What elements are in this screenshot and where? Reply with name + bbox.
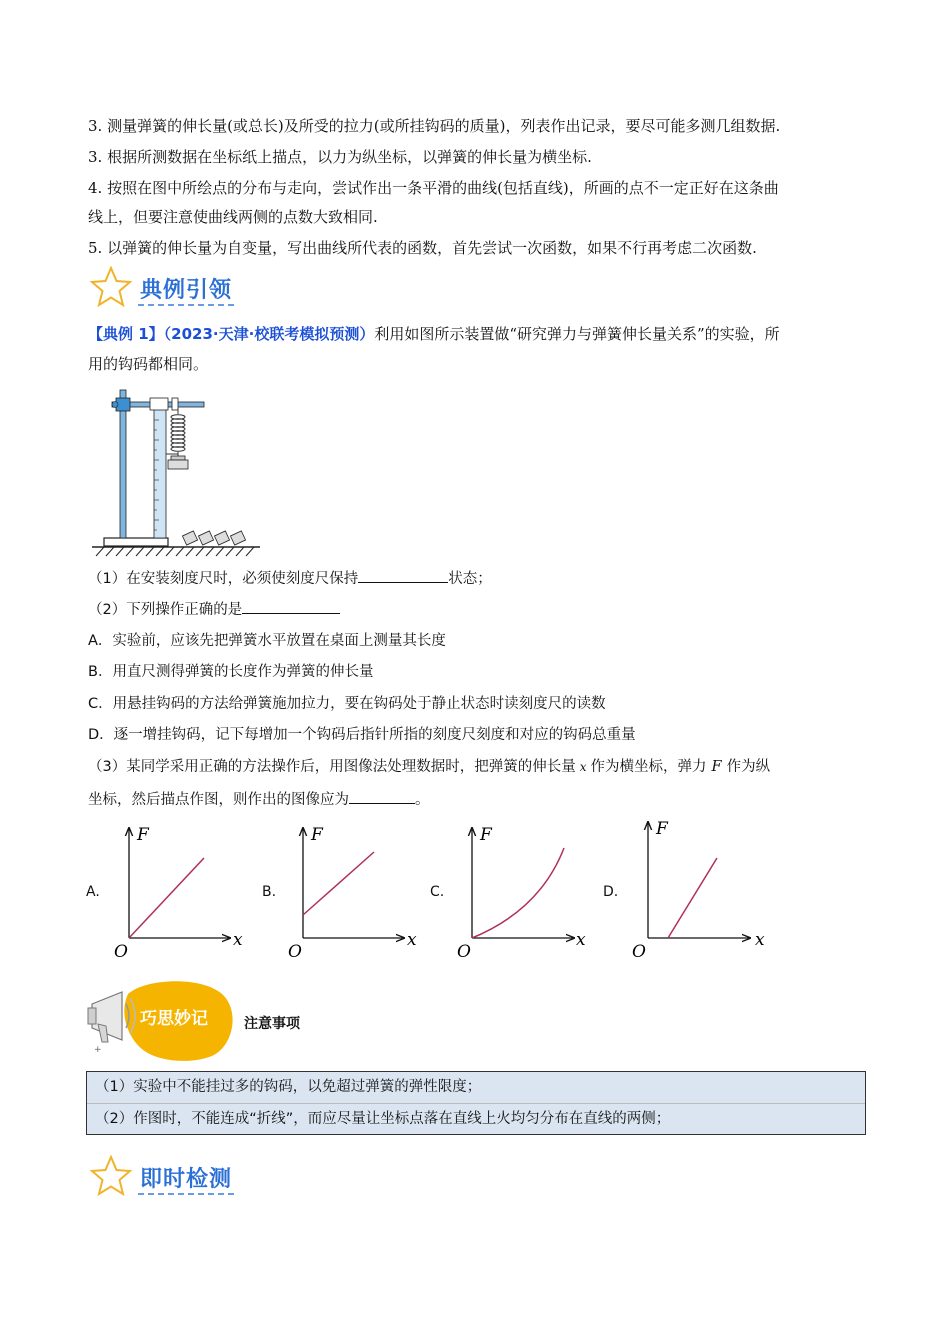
question-3-text-c: 作为纵	[726, 759, 771, 775]
graph-c-origin: O	[457, 942, 471, 962]
star-icon	[88, 266, 134, 308]
star-icon	[88, 1155, 134, 1197]
graph-b[interactable]	[288, 825, 417, 962]
note-item-2: （2）作图时，不能连成“折线”，而应尽量让坐标点落在直线上火均匀分布在直线的两侧；	[95, 1111, 671, 1127]
section-underline	[138, 1193, 234, 1195]
question-3-line-a	[88, 757, 770, 777]
example-intro-b: 用的钩码都相同。	[88, 355, 209, 373]
graph-d-origin: O	[632, 942, 646, 962]
graph-label-c[interactable]: C.	[430, 884, 445, 900]
step-3-measure: 3. 测量弹簧的伸长量(或总长)及所受的拉力(或所挂钩码的质量)，列表作出记录，要尽可能多测几组数据.	[88, 117, 781, 135]
example-intro-a	[88, 324, 780, 344]
question-2	[88, 599, 340, 620]
graph-options	[100, 820, 780, 970]
graph-a-line	[129, 858, 204, 938]
tips-heading: 注意事项	[244, 1016, 300, 1032]
step-4-line-b: 线上，但要注意使曲线两侧的点数大致相同.	[88, 208, 378, 226]
badge-text: 巧思妙记	[140, 1009, 208, 1029]
graph-d-line	[668, 858, 717, 938]
var-x: x	[579, 760, 587, 774]
spring-apparatus-figure	[92, 380, 262, 558]
question-1-suffix: 状态；	[448, 571, 492, 587]
graph-c-axis-x: x	[576, 930, 586, 950]
question-3-text-b: 作为横坐标，弹力	[590, 759, 707, 775]
graph-a-axis-y: F	[137, 825, 149, 845]
section-title-examples: 典例引领	[140, 278, 233, 303]
graph-d-axis-y: F	[656, 820, 668, 839]
graph-b-origin: O	[288, 942, 302, 962]
step-5-function: 5. 以弹簧的伸长量为自变量，写出曲线所代表的函数，首先尝试一次函数，如果不行再考虑二次函数.	[88, 239, 757, 257]
step-3-plot: 3. 根据所测数据在坐标纸上描点，以力为纵坐标，以弹簧的伸长量为横坐标.	[88, 148, 592, 166]
graph-d[interactable]	[632, 820, 765, 962]
graph-c[interactable]	[457, 825, 586, 962]
graph-c-curve	[472, 848, 564, 938]
svg-text:+: +	[94, 1045, 102, 1055]
answer-blank-3[interactable]	[349, 789, 415, 804]
question-3-text-d: 坐标，然后描点作图，则作出的图像应为	[88, 792, 349, 808]
question-2-text: （2）下列操作正确的是	[88, 602, 243, 618]
graph-c-axis-y: F	[480, 825, 492, 845]
answer-blank-1[interactable]	[358, 568, 448, 583]
graph-a-axis-x: x	[233, 930, 243, 950]
var-F: F	[711, 759, 722, 775]
option-c: C．用悬挂钩码的方法给弹簧施加拉力，要在钩码处于静止状态时读刻度尺的读数	[88, 696, 606, 712]
note-divider	[87, 1103, 865, 1104]
question-3-text-e: 。	[415, 792, 430, 808]
option-a: A．实验前，应该先把弹簧水平放置在桌面上测量其长度	[88, 633, 446, 649]
question-1-text: （1）在安装刻度尺时，必须使刻度尺保持	[88, 571, 359, 587]
graph-b-line	[303, 852, 374, 915]
option-d: D．逐一增挂钩码，记下每增加一个钩码后指针所指的刻度尺刻度和对应的钩码总重量	[88, 727, 636, 743]
graph-label-a[interactable]: A.	[86, 884, 100, 900]
answer-blank-2[interactable]	[242, 599, 340, 614]
section-title-check: 即时检测	[140, 1167, 233, 1192]
graph-a[interactable]	[114, 825, 243, 962]
question-3-text-a: （3）某同学采用正确的方法操作后，用图像法处理数据时，把弹簧的伸长量	[88, 759, 576, 775]
example-text: 利用如图所示装置做“研究弹力与弹簧伸长量关系”的实验，所	[374, 325, 780, 343]
graph-b-axis-y: F	[311, 825, 323, 845]
section-underline	[138, 304, 234, 306]
question-3-line-b	[88, 789, 430, 810]
graph-label-d[interactable]: D.	[603, 884, 619, 900]
graph-b-axis-x: x	[407, 930, 417, 950]
question-1	[88, 568, 492, 589]
example-source: （2023·天津·校联考模拟预测）	[163, 325, 375, 343]
note-item-1: （1）实验中不能挂过多的钩码，以免超过弹簧的弹性限度；	[95, 1079, 482, 1095]
step-4-line-a: 4. 按照在图中所绘点的分布与走向，尝试作出一条平滑的曲线(包括直线)，所画的点不一定正好在这条曲	[88, 179, 779, 197]
notes-box	[86, 1071, 866, 1135]
graph-d-axis-x: x	[755, 930, 765, 950]
graph-a-origin: O	[114, 942, 128, 962]
option-b: B．用直尺测得弹簧的长度作为弹簧的伸长量	[88, 664, 374, 680]
example-tag: 【典例 1】	[88, 325, 164, 343]
graph-label-b[interactable]: B.	[262, 884, 277, 900]
tips-badge	[84, 976, 244, 1064]
